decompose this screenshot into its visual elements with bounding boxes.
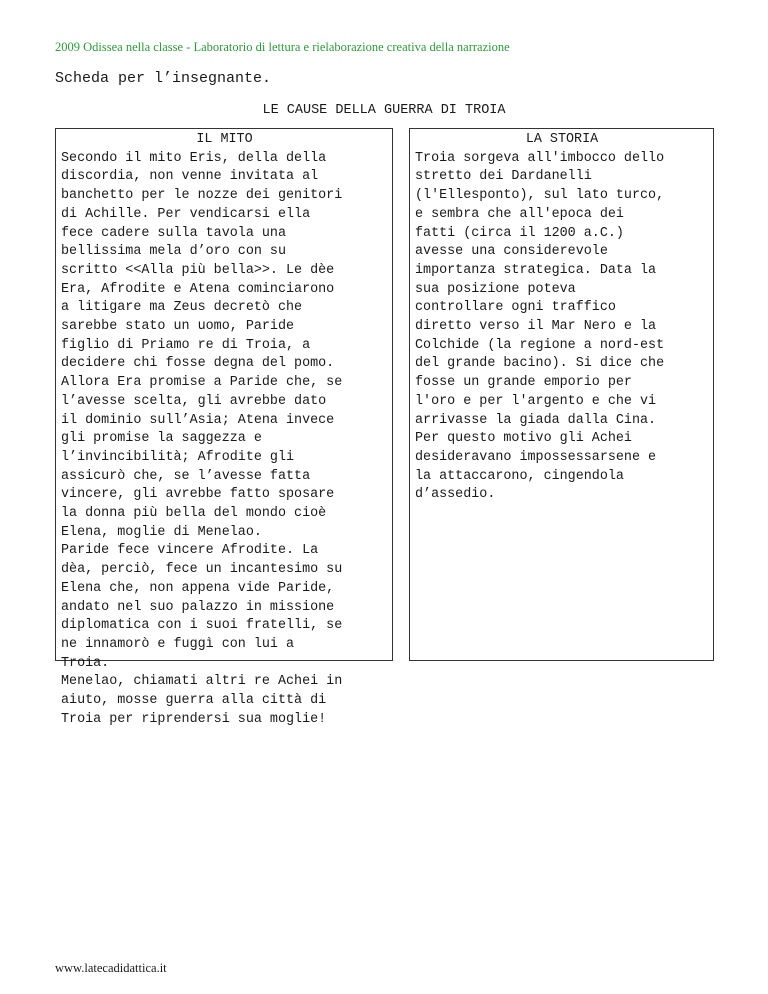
history-text-line: Troia sorgeva all'imbocco dello	[415, 150, 665, 166]
page-header: 2009 Odissea nella classe - Laboratorio di lettura e rielaborazione creativa della narrazione	[55, 40, 510, 54]
myth-text-line: gli promise la saggezza e	[61, 431, 262, 447]
myth-text-line: sarebbe stato un uomo, Paride	[61, 319, 295, 335]
history-text-line: (l'Ellesponto), sul lato turco,	[415, 188, 665, 204]
myth-text-line: la donna più bella del mondo cioè	[61, 506, 327, 522]
myth-text-line: l’invincibilità; Afrodite gli	[61, 449, 295, 465]
myth-text-line: Troia.	[61, 655, 110, 671]
myth-text-line: discordia, non venne invitata al	[61, 169, 319, 185]
history-text-line: controllare ogni traffico	[415, 300, 616, 316]
myth-text-line: dèa, perciò, fece un incantesimo su	[61, 562, 343, 578]
myth-text-line: Elena, moglie di Menelao.	[61, 524, 262, 540]
myth-text-line: Era, Afrodite e Atena cominciarono	[61, 281, 335, 297]
document-title: LE CAUSE DELLA GUERRA DI TROIA	[262, 103, 506, 118]
history-heading: LA STORIA	[525, 132, 599, 147]
myth-text-line: Secondo il mito Eris, della della	[61, 150, 327, 166]
myth-text	[61, 150, 388, 730]
history-text-line: importanza strategica. Data la	[415, 262, 657, 278]
history-text-line: del grande bacino). Si dice che	[415, 356, 665, 372]
myth-text-line: ne innamorò e fuggì con lui a	[61, 636, 295, 652]
myth-text-line: Allora Era promise a Paride che, se	[61, 375, 343, 391]
history-text-line: stretto dei Dardanelli	[415, 169, 592, 185]
myth-text-line: diplomatica con i suoi fratelli, se	[61, 618, 343, 634]
myth-text-line: Elena che, non appena vide Paride,	[61, 580, 335, 596]
history-column	[409, 128, 714, 661]
history-text-line: e sembra che all'epoca dei	[415, 206, 624, 222]
history-text-line: la attaccarono, cingendola	[415, 468, 624, 484]
myth-column	[55, 128, 393, 727]
history-text-line: l'oro e per l'argento e che vi	[415, 393, 657, 409]
myth-text-line: decidere chi fosse degna del pomo.	[61, 356, 335, 372]
myth-text-line: assicurò che, se l’avesse fatta	[61, 468, 311, 484]
history-text	[415, 150, 709, 505]
document-subtitle: Scheda per l’insegnante.	[55, 70, 272, 87]
myth-text-line: banchetto per le nozze dei genitori	[61, 188, 343, 204]
myth-text-line: bellissima mela d’oro con su	[61, 244, 286, 260]
history-text-line: desideravano impossessarsene e	[415, 449, 657, 465]
history-text-line: Colchide (la regione a nord-est	[415, 337, 665, 353]
myth-text-line: aiuto, mosse guerra alla città di	[61, 693, 327, 709]
myth-text-line: a litigare ma Zeus decretò che	[61, 300, 303, 316]
myth-text-line: Paride fece vincere Afrodite. La	[61, 543, 319, 559]
history-text-line: avesse una considerevole	[415, 244, 608, 260]
myth-text-line: di Achille. Per vendicarsi ella	[61, 206, 311, 222]
history-text-line: arrivasse la giada dalla Cina.	[415, 412, 657, 428]
myth-text-line: Troia per riprendersi sua moglie!	[61, 711, 327, 727]
myth-text-line: vincere, gli avrebbe fatto sposare	[61, 487, 335, 503]
myth-text-line: l’avesse scelta, gli avrebbe dato	[61, 393, 327, 409]
myth-text-line: scritto <<Alla più bella>>. Le dèe	[61, 262, 335, 278]
myth-text-line: andato nel suo palazzo in missione	[61, 599, 335, 615]
myth-text-line: figlio di Priamo re di Troia, a	[61, 337, 311, 353]
myth-text-line: il dominio sull’Asia; Atena invece	[61, 412, 335, 428]
history-text-line: diretto verso il Mar Nero e la	[415, 319, 657, 335]
myth-text-line: Menelao, chiamati altri re Achei in	[61, 674, 343, 690]
history-text-line: d’assedio.	[415, 487, 496, 503]
history-text-line: fosse un grande emporio per	[415, 375, 632, 391]
history-text-line: Per questo motivo gli Achei	[415, 431, 632, 447]
myth-heading: IL MITO	[196, 132, 253, 147]
history-text-line: sua posizione poteva	[415, 281, 576, 297]
history-text-line: fatti (circa il 1200 a.C.)	[415, 225, 624, 241]
myth-text-line: fece cadere sulla tavola una	[61, 225, 286, 241]
page-footer: www.latecadidattica.it	[55, 961, 167, 975]
